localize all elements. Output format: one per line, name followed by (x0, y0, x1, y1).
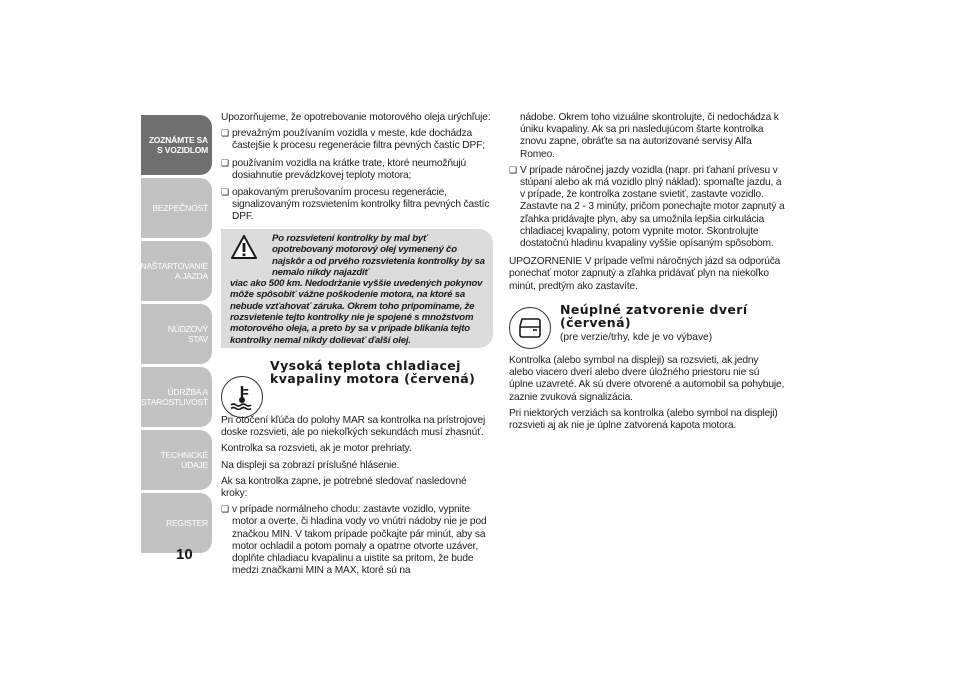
coolant-title-line2: kvapaliny motora (červená) (270, 371, 476, 386)
coolant-title-line1: Vysoká teplota chladiacej (270, 358, 461, 373)
list-item: ❑ opakovaným prerušovaním procesu regenerácie, signalizovaným rozsvietením kontrolky filtra pevných častíc DPF. (221, 187, 493, 224)
tab-label: ÚDRŽBA A STAROSTLIVOSŤ (140, 387, 209, 407)
paragraph: Na displeji sa zobrazí príslušné hlásenie. (221, 459, 400, 471)
warning-text-rest: viac ako 500 km. Nedodržanie vyššie uvedených pokynov môže spôsobiť vážne poškodenie motora, na ktoré sa nebude vzťahovať záruka. Okrem toho pripomíname, že rozsvietenie tejto kontrolky nie je spojené s množstvom motorového oleja, a preto by sa v prípade blikania tejto kontrolky nemal nikdy dolievať ďalší olej. (230, 278, 483, 346)
warning-text (230, 233, 488, 346)
list-item: ❑ používaním vozidla na krátke trate, ktoré neumožňujú dosiahnutie prevádzkovej teploty motora; (221, 158, 493, 182)
page-number: 10 (176, 546, 193, 563)
warning-text-first: Po rozsvietení kontrolky by mal byť opotrebovaný motorový olej vymenený čo najskôr a od prvého rozsvietenia kontrolky by sa nemalo nikdy najazdiť (272, 233, 485, 278)
tab-register[interactable] (141, 493, 212, 553)
paragraph: Ak sa kontrolka zapne, je potrebné sledovať nasledovné kroky: (221, 475, 467, 500)
tab-zoznamte-sa[interactable] (141, 115, 212, 175)
paragraph: Kontrolka (alebo symbol na displeji) sa rozsvieti, ak jedny alebo viacero dverí alebo dvere úložného priestoru nie sú úplne uzavreté. Ak sú dvere otvorené a automobil sa pohybuje, zaznie zvuková signalizácia. (509, 355, 785, 403)
tab-udrzba[interactable] (141, 367, 212, 427)
paragraph: nádobe. Okrem toho vizuálne skontrolujte, či nedochádza k úniku kvapaliny. Ak sa pri nasledujúcom štarte kontrolka znovu zapne, obráťte sa na autorizované servisy Alfa Romeo. (520, 112, 779, 160)
oil-wear-section (221, 112, 493, 229)
tab-bezpecnost[interactable] (141, 178, 212, 238)
oil-intro: Upozorňujeme, že opotrebovanie motorového oleja urýchľuje: (221, 112, 491, 123)
paragraph: Pri niektorých verziách sa kontrolka (alebo symbol na displeji) rozsvieti aj ak nie je úplne zatvorená kapota motora. (509, 407, 778, 432)
note-paragraph: UPOZORNENIE V prípade veľmi náročných jázd sa odporúča ponechať motor zapnutý a zľahka pridávať plyn na niekoľko minút, predtým ako zastavíte. (509, 256, 781, 292)
tab-label: BEZPEČNOSŤ (152, 203, 208, 213)
tab-nudzovy-stav[interactable] (141, 304, 212, 364)
warning-box (221, 229, 493, 348)
paragraph: Kontrolka sa rozsvieti, ak je motor prehriaty. (221, 443, 412, 455)
list-item: ❑ v prípade normálneho chodu: zastavte vozidlo, vypnite motor a overte, či hladina vody vo vnútri nádoby nie je pod značkou MIN. V takom prípade počkajte pár minút, aby sa motor ochladil a potom pomaly a opatrne otvorte uzáver, doplňte chladiacu kvapalinu a uistite sa pritom, že bude medzi značkami MIN a MAX, ktoré sú na (221, 504, 493, 577)
tab-label: NAŠTARTOVANIE A JAZDA (140, 261, 208, 281)
list-item: ❑ V prípade náročnej jazdy vozidla (napr. pri ťahaní prívesu v stúpaní alebo ak má vozidlo plný náklad): spomaľte jazdu, a v prípade, že kontrolka zostane svietiť, zastavte vozidlo. Zastavte na 2 - 3 minúty, pričom ponechajte motor zapnutý a zľahka pridávajte plyn, aby sa umožnila lepšia cirkulácia chladiacej kvapaliny, potom vypnite motor. Skontrolujte dostatočnú hladinu kvapaliny vyššie opísaným spôsobom. (509, 165, 785, 250)
paragraph: Pri otočení kľúča do polohy MAR sa kontrolka na prístrojovej doske rozsvieti, ale po niekoľkých sekundách musí zhasnúť. (221, 415, 486, 439)
coolant-temperature-icon (221, 376, 263, 418)
coolant-section (221, 415, 493, 582)
list-item: ❑ prevažným používaním vozidla v meste, kde dochádza častejšie k procesu regenerácie filtra pevných častíc DPF; (221, 128, 493, 152)
doors-subtitle: (pre verzie/trhy, kde je vo výbave) (560, 332, 713, 343)
coolant-continued (509, 112, 785, 297)
doors-title (560, 303, 748, 329)
tab-technicke-udaje[interactable] (141, 430, 212, 490)
tab-nastartovanie[interactable] (141, 241, 212, 301)
doors-title-line1: Neúplné zatvorenie dverí (560, 302, 748, 317)
doors-section (509, 355, 785, 436)
tab-label: TECHNICKÉ ÚDAJE (160, 450, 208, 470)
doors-title-line2: (červená) (560, 315, 632, 330)
tab-label: REGISTER (166, 518, 208, 528)
tab-label: ZOZNÁMTE SA S VOZIDLOM (148, 135, 208, 155)
door-open-icon (509, 307, 551, 349)
tab-label: NÚDZOVÝ STAV (167, 324, 208, 344)
coolant-title (270, 359, 475, 385)
